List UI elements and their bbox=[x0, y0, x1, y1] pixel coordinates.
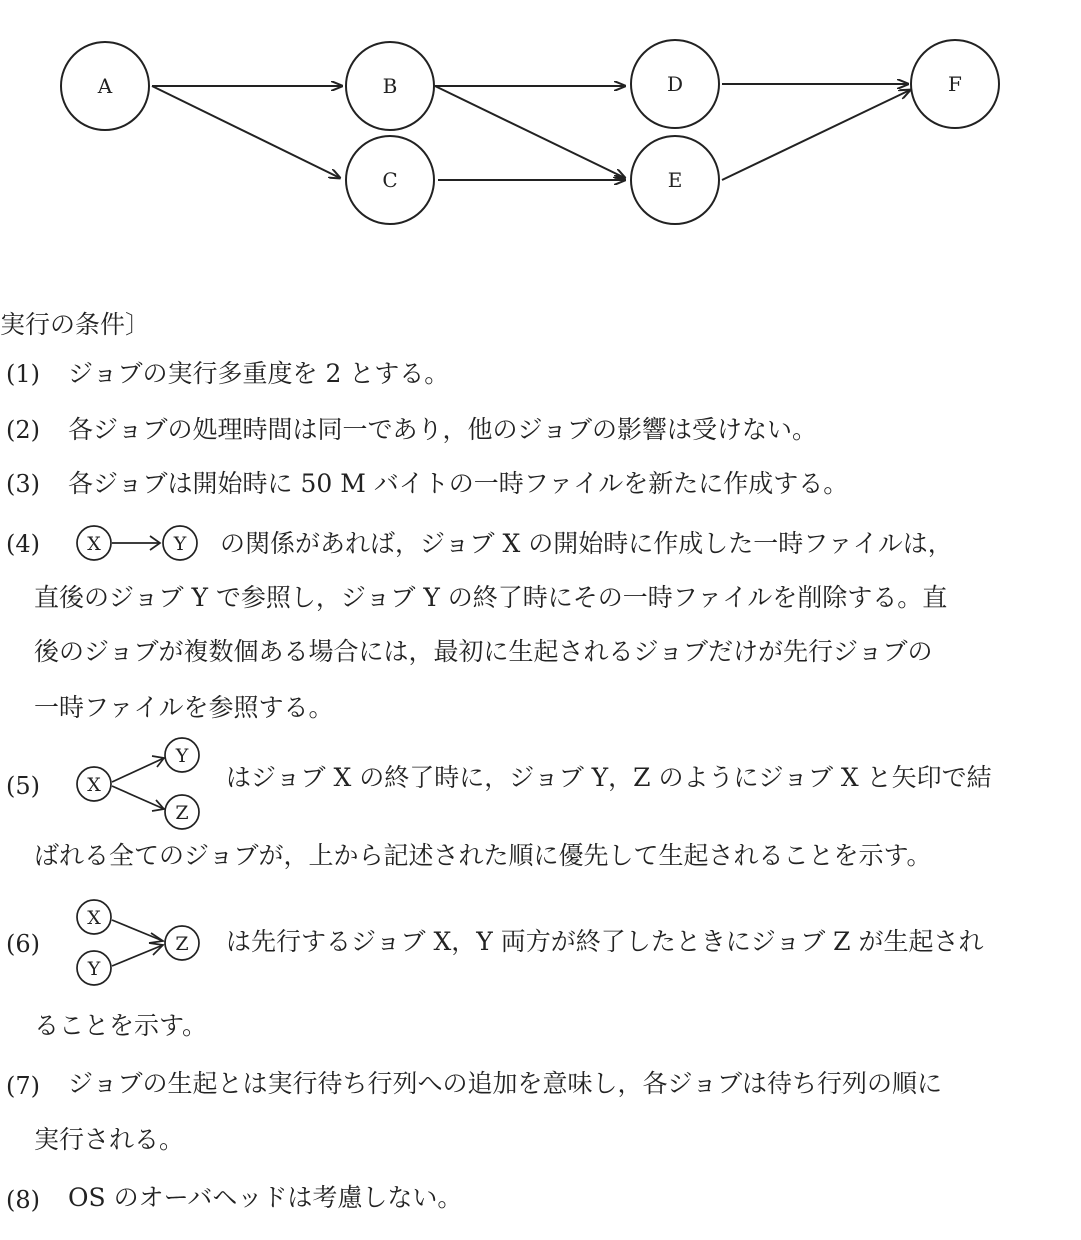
item-6-line-1: は先行するジョブ X，Y 両方が終了したときにジョブ Z が生起され bbox=[226, 927, 984, 956]
item-4-number: (4) bbox=[6, 530, 40, 558]
item-5-line-1: はジョブ X の終了時に，ジョブ Y，Z のようにジョブ X と矢印で結 bbox=[226, 763, 992, 792]
item-1-text: ジョブの実行多重度を 2 とする。 bbox=[68, 359, 450, 388]
svg-text:Z: Z bbox=[175, 802, 189, 824]
svg-text:B: B bbox=[382, 74, 398, 98]
svg-text:Y: Y bbox=[175, 745, 189, 767]
svg-text:Y: Y bbox=[173, 533, 187, 555]
item-4-line-3: 後のジョブが複数個ある場合には，最初に生起されるジョブだけが先行ジョブの bbox=[34, 637, 933, 666]
svg-text:Z: Z bbox=[175, 933, 189, 955]
item-7-line-1: ジョブの生起とは実行待ち行列への追加を意味し，各ジョブは待ち行列の順に bbox=[68, 1069, 943, 1098]
item-7-number: (7) bbox=[6, 1072, 40, 1100]
item-5-branch-symbol bbox=[70, 734, 210, 830]
svg-text:C: C bbox=[382, 168, 398, 192]
node-a bbox=[61, 42, 149, 130]
item-4-line-2: 直後のジョブ Y で参照し，ジョブ Y の終了時にその一時ファイルを削除する。直 bbox=[34, 583, 948, 612]
item-6-merge-symbol bbox=[70, 893, 210, 989]
item-7-line-2: 実行される。 bbox=[34, 1125, 185, 1154]
item-2-text: 各ジョブの処理時間は同一であり，他のジョブの影響は受けない。 bbox=[68, 415, 818, 444]
item-5-line-2: ばれる全てのジョブが，上から記述された順に優先して生起されることを示す。 bbox=[34, 841, 932, 870]
node-d bbox=[631, 40, 719, 128]
node-f bbox=[911, 40, 999, 128]
svg-text:X: X bbox=[87, 774, 101, 796]
node-e bbox=[631, 136, 719, 224]
item-2-number: (2) bbox=[6, 416, 40, 444]
item-6-line-2: ることを示す。 bbox=[34, 1011, 208, 1040]
node-c bbox=[346, 136, 434, 224]
item-4-relation-symbol bbox=[70, 521, 210, 565]
conditions-heading: 実行の条件〕 bbox=[0, 310, 151, 339]
svg-text:D: D bbox=[666, 72, 684, 96]
item-4-line-1: の関係があれば，ジョブ X の開始時に作成した一時ファイルは， bbox=[220, 529, 953, 558]
item-5-number: (5) bbox=[6, 772, 40, 800]
edge-a-c bbox=[152, 86, 340, 178]
svg-text:F: F bbox=[948, 72, 962, 96]
item-3-number: (3) bbox=[6, 470, 40, 498]
svg-text:Y: Y bbox=[87, 958, 101, 980]
item-1-number: (1) bbox=[6, 360, 40, 388]
job-flow-diagram bbox=[0, 0, 1081, 240]
item-6-number: (6) bbox=[6, 930, 40, 958]
node-b bbox=[346, 42, 434, 130]
item-4-line-4: 一時ファイルを参照する。 bbox=[34, 693, 334, 722]
svg-text:E: E bbox=[667, 168, 683, 192]
item-8-text: OS のオーバヘッドは考慮しない。 bbox=[68, 1183, 463, 1212]
svg-text:X: X bbox=[87, 533, 101, 555]
svg-text:X: X bbox=[87, 907, 101, 929]
edge-e-f bbox=[722, 90, 910, 180]
item-8-number: (8) bbox=[6, 1186, 40, 1214]
item-3-text: 各ジョブは開始時に 50 M バイトの一時ファイルを新たに作成する。 bbox=[68, 469, 849, 498]
svg-text:A: A bbox=[97, 74, 113, 98]
edge-b-e bbox=[435, 86, 625, 178]
